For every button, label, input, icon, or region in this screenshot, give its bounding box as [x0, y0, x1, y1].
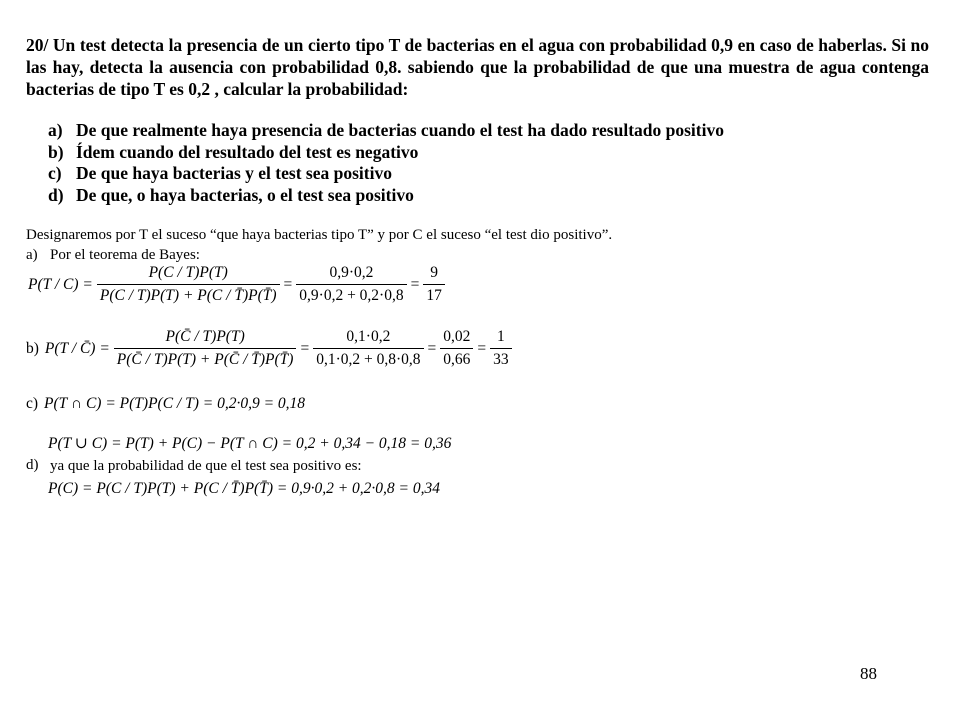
fraction-denominator: P(C / T)P(T) + P(C / T̄)P(T̄): [97, 284, 280, 305]
fraction: [97, 264, 280, 305]
fraction: [423, 264, 445, 305]
question-label: c): [48, 163, 62, 183]
question-label: a): [48, 120, 63, 140]
bayes-equation-a: P(T / C) = $\frac{P(C / T)P(T)}{P(C / T)P(T) + P(C / T̄)P(T̄)}$ = $\frac{0,9\cdot 0,2}{0,9\cdot 0,2 + 0,2\cdot 0,8}$ = $\frac{9}{17}$: [28, 264, 449, 305]
fraction-denominator: 0,9·0,2 + 0,2·0,8: [296, 284, 406, 305]
question-text: De que haya bacterias y el test sea positivo: [76, 163, 392, 183]
answer-label: a): [26, 247, 38, 263]
fraction-denominator: 0,1·0,2 + 0,8·0,8: [313, 348, 423, 369]
equation-expression: P(T ∪ C) = P(T) + P(C) − P(T ∩ C) = 0,2 + 0,34 − 0,18 = 0,36: [48, 435, 452, 452]
fraction-denominator: P(C̄ / T)P(T) + P(C̄ / T̄)P(T̄): [114, 348, 297, 369]
fraction-numerator: 0,02: [443, 328, 471, 345]
answer-a-heading: [26, 246, 200, 264]
equation-lhs: P(T / C̄) =: [44, 339, 110, 357]
fraction-numerator: 9: [430, 264, 438, 281]
equation-c: [26, 395, 305, 413]
answer-text: ya que la probabilidad de que el test sea positivo es:: [50, 458, 362, 474]
fraction-denominator: 0,66: [440, 348, 473, 369]
question-label: d): [48, 184, 64, 205]
answer-label: c): [26, 395, 39, 412]
fraction-numerator: P(C / T)P(T): [148, 264, 228, 281]
fraction: [296, 264, 406, 305]
question-b: [48, 142, 908, 164]
problem-statement: 20/ Un test detecta la presencia de un cierto tipo T de bacterias en el agua con probabilidad 0,9 en caso de haberlas. Si no las hay, detecta la ausencia con probabilidad 0,8. sabiendo que la probabilidad de que una muestra de agua contenga bacterias de tipo T es 0,2 , calcular la probabilidad:: [26, 35, 929, 99]
fraction-numerator: 0,1·0,2: [346, 328, 391, 345]
fraction-denominator: 17: [423, 284, 445, 305]
question-text: Ídem cuando del resultado del test es negativo: [76, 141, 419, 162]
question-a: [48, 120, 908, 142]
answer-label: d): [26, 457, 39, 473]
fraction-denominator: 33: [490, 348, 512, 369]
fraction: [313, 328, 423, 369]
fraction: [490, 328, 512, 369]
equation-expression: P(C) = P(C / T)P(T) + P(C / T̄)P(T̄) = 0,9·0,2 + 0,2·0,8 = 0,34: [48, 480, 440, 497]
page-number: 88: [860, 664, 877, 683]
solution-intro: Designaremos por T el suceso “que haya bacterias tipo T” y por C el suceso “el test dio positivo”.: [26, 227, 613, 243]
question-label: b): [48, 141, 64, 162]
question-text: De que, o haya bacterias, o el test sea positivo: [76, 184, 414, 205]
fraction-numerator: 0,9·0,2: [329, 264, 374, 281]
answer-text: Por el teorema de Bayes:: [50, 247, 200, 263]
fraction: [114, 328, 297, 369]
fraction: [440, 328, 473, 369]
question-c: [48, 163, 908, 185]
equation-d-union: [48, 434, 451, 453]
bayes-equation-b: b) P(T / C̄) = $\frac{P(C̄ / T)P(T)}{P(C̄ / T)P(T) + P(C̄ / T̄)P(T̄)}$ = $\frac{0,1\cdot 0,2}{0,1\cdot 0,2 + 0,8\cdot 0,8}$ = $\frac{0,02}{0,66}$ = $\frac{1}{33}$: [26, 328, 516, 369]
fraction-numerator: 1: [497, 328, 505, 345]
fraction-numerator: P(C̄ / T)P(T): [165, 328, 245, 345]
equation-lhs: P(T / C) =: [28, 275, 93, 293]
question-text: De que realmente haya presencia de bacterias cuando el test ha dado resultado positivo: [76, 120, 724, 140]
question-list: [48, 120, 908, 206]
equation-expression: P(T ∩ C) = P(T)P(C / T) = 0,2·0,9 = 0,18: [44, 395, 306, 412]
answer-label: b): [26, 339, 39, 357]
question-d: [48, 185, 908, 207]
equation-d-total-probability: [48, 480, 440, 498]
